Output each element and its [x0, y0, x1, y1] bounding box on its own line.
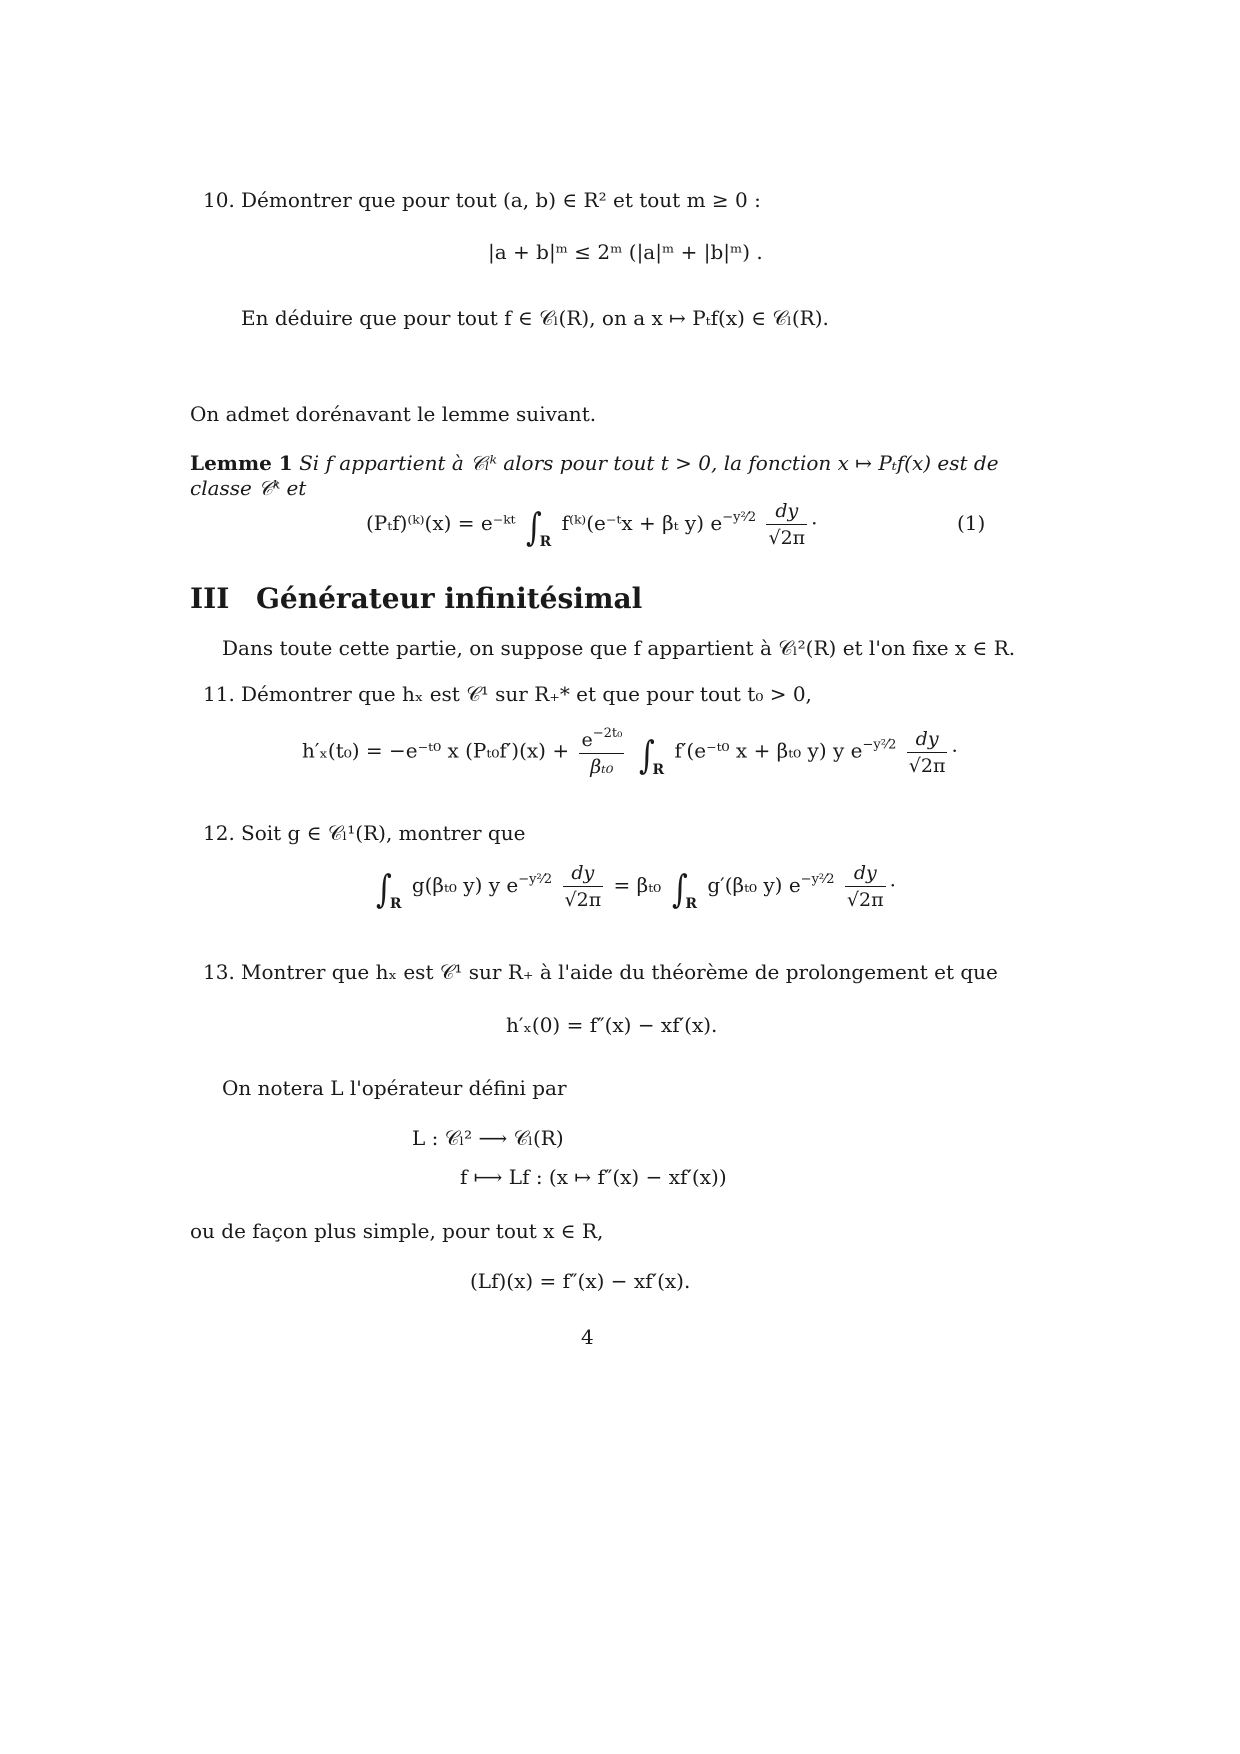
question-11-equation-lhs: h′ₓ(t₀) = −e⁻ᵗ⁰ x (Pₜ₀f′)(x) +: [302, 738, 570, 763]
question-10-text: Démontrer que pour tout (a, b) ∈ R² et tout m ≥ 0 :: [241, 188, 761, 212]
question-11-text: Démontrer que hₓ est 𝒞¹ sur R₊* et que pour tout t₀ > 0,: [241, 682, 812, 706]
question-11-equation-integrand: f′(e⁻ᵗ⁰ x + βₜ₀ y) y e: [674, 738, 863, 763]
final-equation: (Lf)(x) = f″(x) − xf′(x).: [470, 1269, 691, 1293]
question-11-equation: h′ₓ(t₀) = −e⁻ᵗ⁰ x (Pₜ₀f′)(x) + $\frac{e^{-2t_0}}{\text{βₜ₀}}$ $\int_R$ f′(e⁻ᵗ⁰ x + βₜ₀ y) y $e^{-y^2⁄2}$ $\frac{dy}{√2\pi}$ ·: [302, 726, 958, 778]
question-13-equation: h′ₓ(0) = f″(x) − xf′(x).: [506, 1013, 718, 1037]
lemma-equation-integrand: f⁽ᵏ⁾(e⁻ᵗx + βₜ y) e: [561, 511, 723, 535]
question-12-equation-mid: = βₜ₀: [613, 873, 662, 897]
integral-domain-icon: R: [539, 534, 552, 550]
gaussian-measure-icon: $\frac{dy}{√2\pi}$: [564, 862, 602, 911]
integral-sign-icon: ∫: [671, 867, 688, 911]
notation-text: On notera L l'opérateur défini par: [222, 1076, 567, 1100]
question-13-number: 13.: [203, 960, 235, 984]
lemma-statement: [190, 451, 999, 475]
gaussian-measure-icon: $\frac{dy}{√2\pi}$: [908, 727, 946, 777]
integral-sign-icon: ∫: [375, 867, 392, 911]
question-13-text: Montrer que hₓ est 𝒞¹ sur R₊ à l'aide du théorème de prolongement et que: [241, 960, 998, 984]
integral-sign-icon: ∫: [525, 505, 542, 549]
lemma-label: Lemme 1: [190, 451, 293, 475]
question-10-number: 10.: [203, 188, 235, 212]
integral-sign-icon: ∫: [638, 732, 655, 777]
section-number: III: [190, 582, 230, 615]
lemma-equation-number: (1): [957, 511, 986, 535]
gaussian-exponent-icon: −y²⁄2: [862, 737, 897, 753]
question-12-equation-right: g′(βₜ₀ y) e: [707, 873, 801, 897]
lemma-text-line-1: Si f appartient à 𝒞ₗᵏ alors pour tout t > 0, la fonction x ↦ Pₜf(x) est de: [299, 451, 999, 475]
lemma-equation: (Pₜf)⁽ᵏ⁾(x) = e⁻ᵏᵗ $\int_R$ f⁽ᵏ⁾(e⁻ᵗx + βₜ y) $e^{-y^2⁄2}$ $\frac{dy}{√2\pi}$ ·: [366, 500, 818, 550]
section-title: Générateur infinitésimal: [256, 582, 643, 615]
question-10-deduction: En déduire que pour tout f ∈ 𝒞ₗ(R), on a x ↦ Pₜf(x) ∈ 𝒞ₗ(R).: [241, 306, 829, 330]
question-12-equation-left: g(βₜ₀ y) y e: [411, 873, 519, 897]
question-12-number: 12.: [203, 821, 235, 845]
page-number: 4: [581, 1325, 594, 1349]
question-12-text: Soit g ∈ 𝒞ₗ¹(R), montrer que: [241, 821, 526, 845]
gaussian-measure-icon: $\frac{dy}{√2\pi}$: [846, 862, 884, 911]
operator-definition-line-1: L : 𝒞ₗ² ⟶ 𝒞ₗ(R): [412, 1126, 564, 1150]
fraction-e2t0-beta-icon: $\frac{e^{-2t_0}}{\text{βₜ₀}}$: [581, 726, 623, 778]
lemma-equation-lhs: (Pₜf)⁽ᵏ⁾(x) = e⁻ᵏᵗ: [366, 511, 516, 535]
gaussian-exponent-icon: −y²⁄2: [518, 872, 553, 887]
question-10-inequality: |a + b|ᵐ ≤ 2ᵐ (|a|ᵐ + |b|ᵐ) .: [488, 240, 763, 264]
part-intro: Dans toute cette partie, on suppose que f appartient à 𝒞ₗ²(R) et l'on fixe x ∈ R.: [222, 636, 1016, 660]
lemma-text-line-2: classe 𝒞ᵏ et: [190, 476, 307, 500]
operator-definition-line-2: f ⟼ Lf : (x ↦ f″(x) − xf′(x)): [460, 1165, 727, 1189]
simpler-form-text: ou de façon plus simple, pour tout x ∈ R,: [190, 1219, 604, 1243]
question-12-equation: $\int_R$ g(βₜ₀ y) y $e^{-y^2⁄2}$ $\frac{dy}{√2\pi}$ = βₜ₀ $\int_R$ g′(βₜ₀ y) $e^{-y^2⁄2}$ $\frac{dy}{√2\pi}$ ·: [375, 862, 896, 912]
gaussian-exponent-icon: −y²⁄2: [722, 510, 757, 525]
integral-domain-icon: R: [652, 761, 665, 778]
integral-domain-icon: R: [685, 896, 697, 912]
admit-lemma-text: On admet dorénavant le lemme suivant.: [190, 402, 597, 426]
integral-domain-icon: R: [389, 896, 402, 912]
gaussian-exponent-icon: −y²⁄2: [800, 872, 835, 887]
question-11-number: 11.: [203, 682, 235, 706]
gaussian-measure-icon: $\frac{dy}{√2\pi}$: [768, 500, 806, 549]
